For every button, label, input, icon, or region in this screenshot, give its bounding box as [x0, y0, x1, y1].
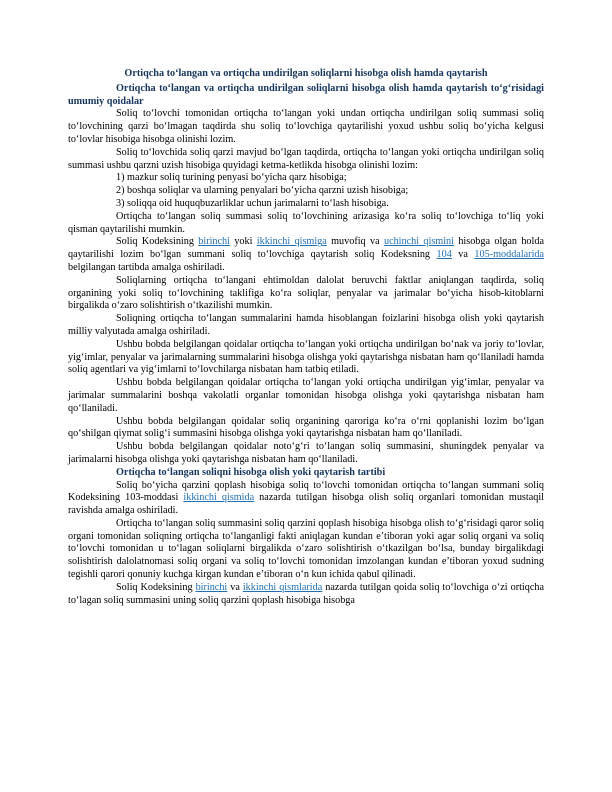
link-article-104[interactable]: 104: [436, 249, 452, 261]
list-item: 3) soliqqa oid huquqbuzarliklar uchun jarimalarni to‘lash hisobiga.: [116, 197, 389, 209]
paragraph-with-links: [68, 236, 544, 274]
document-page: [68, 68, 544, 607]
paragraph: Ushbu bobda belgilangan qoidalar soliq organining qaroriga ko‘ra o‘rni qoplanishi lozim bo‘lgan qo‘shilgan qiymat solig‘i summasini hisobga olishga yoki qaytarishga nisbatan ham qo‘llaniladi.: [68, 415, 544, 440]
paragraph: Ushbu bobda belgilangan qoidalar ortiqcha to‘langan yoki ortiqcha undirilgan bo‘nak va joriy to‘lovlar, yig‘imlar, penyalar va jarimalarning summalarini hisobga olishga yoki qaytarishga nisbatan ham qo‘llaniladi hamda soliq agentlari va yig‘imlarni to‘lovchilarga nisbatan ham tatbiq etiladi.: [68, 338, 544, 376]
list-item: 2) boshqa soliqlar va ularning penyalari bo‘yicha qarzni uzish hisobiga;: [116, 185, 409, 197]
paragraph-with-links: [68, 480, 544, 518]
text: Soliq Kodeksining: [116, 581, 196, 593]
text: nazarda tutilgan qoida soliq to‘lovchiga o‘zi ortiqcha to‘lagan soliq summasini uning soliq qarzini qoplash hisobiga hisobga: [68, 581, 544, 606]
list-item: 1) mazkur soliq turining penyasi bo‘yicha qarz hisobiga;: [116, 172, 347, 184]
text: belgilangan tartibda amalga oshiriladi.: [68, 261, 225, 273]
link-parts-two[interactable]: ikkinchi qismlarida: [242, 581, 323, 593]
text: nazarda tutilgan hisobga olish soliq organlari tomonidan mustaqil ravishda amalga oshiriladi.: [68, 492, 544, 517]
link-part-two[interactable]: ikkinchi qismiga: [256, 236, 327, 248]
paragraph: Ortiqcha to‘langan soliq summasini soliq qarzini qoplash hisobiga hisobga olish to‘g‘risidagi qaror soliq organi tomonidan soliqning ortiqcha to‘langanligi fakti aniqlagan kundan e’tiboran yoki agar soliq organi va soliq to‘lovchi tomonidan u to‘lagan soliqlarni birgalikda o‘zaro solishtirish o‘tkazilgan bo‘lsa, bunday birgalikdagi solishtirish dalolatnomasi soliq organi va soliq to‘lovchi tomonidan imzolangan kundan e’tiboran yoxud sudning tegishli qarori qonuniy kuchga kirgan kundan e’tiboran o‘n kun ichida qabul qilinadi.: [68, 517, 544, 581]
link-part-two[interactable]: ikkinchi qismida: [183, 492, 255, 504]
text: muvofiq va: [326, 236, 384, 248]
link-part-one[interactable]: birinchi: [195, 581, 228, 593]
paragraph-with-links: [68, 582, 544, 608]
document-title: Ortiqcha to‘langan va ortiqcha undirilgan soliqlarni hisobga olish hamda qaytarish: [124, 68, 488, 79]
section-heading-general-rules: Ortiqcha to‘langan va ortiqcha undirilgan soliqlarni hisobga olish hamda qaytarish to‘g‘risidagi umumiy qoidalar: [68, 82, 544, 107]
text: va: [451, 249, 475, 261]
text: hisobga olgan holda qaytarilishi lozim bo‘lgan summani soliq to‘lovchiga qaytarish soliq Kodeksning: [68, 236, 544, 261]
paragraph: Soliq to‘lovchi tomonidan ortiqcha to‘langan yoki undan ortiqcha undirilgan soliq summasi soliq to‘lovchining qarzi bo‘lmagan taqdirda shu soliq to‘lovchiga qaytarilishi yoxud ushbu soliq bo‘yicha kelgusi to‘lovlar hisobiga hisobga olinishi lozim.: [68, 108, 544, 145]
link-part-one[interactable]: birinchi: [198, 236, 230, 248]
paragraph: Ushbu bobda belgilangan qoidalar noto‘g‘ri to‘langan soliq summasini, shuningdek penyalar va jarimalarni hisobga olishga yoki qaytarishga nisbatan ham qo‘llaniladi.: [68, 441, 544, 465]
text: Soliq Kodeksining: [116, 236, 199, 248]
text: yoki: [229, 236, 257, 248]
paragraph: Ushbu bobda belgilangan qoidalar ortiqcha to‘langan yoki ortiqcha undirilgan yig‘imlar, penyalar va jarimalar summalarini boshqa vakolatli organlar tomonidan hisobga olishga yoki qaytarishga nisbatan ham qo‘llaniladi.: [68, 377, 544, 414]
paragraph: Soliqning ortiqcha to‘langan summalarini hamda hisoblangan foizlarini hisobga olish yoki qaytarish milliy valyutada amalga oshiriladi.: [68, 313, 544, 337]
link-part-three[interactable]: uchinchi qismini: [383, 236, 454, 248]
text: Soliq bo‘yicha qarzini qoplash hisobiga soliq to‘lovchi tomonidan ortiqcha to‘langan summani soliq Kodeksining 103-moddasi: [68, 479, 544, 504]
paragraph: Ortiqcha to‘langan soliq summasi soliq to‘lovchining arizasiga ko‘ra soliq to‘lovchiga to‘liq yoki qisman qaytarilishi mumkin.: [68, 210, 544, 235]
text: va: [227, 581, 243, 593]
paragraph: Soliq to‘lovchida soliq qarzi mavjud bo‘lgan taqdirda, ortiqcha to‘langan yoki ortiqcha undirilgan soliq summasi ushbu qarzni uzish hisobiga quyidagi ketma-ketlikda hisobga olinishi lozim:: [68, 146, 544, 171]
link-article-105[interactable]: 105-moddalarida: [474, 249, 545, 261]
paragraph: Soliqlarning ortiqcha to‘langani ehtimoldan dalolat beruvchi faktlar aniqlangan taqdirda, soliq organining yoki soliq to‘lovchining taklifiga ko‘ra soliqlar, penyalar va jarimalar bo‘yicha hisob-kitoblarni birgalikda o‘zaro solishtirish o‘tkazilishi mumkin.: [68, 274, 544, 312]
section-heading-procedure: Ortiqcha to‘langan soliqni hisobga olish yoki qaytarish tartibi: [116, 466, 386, 478]
